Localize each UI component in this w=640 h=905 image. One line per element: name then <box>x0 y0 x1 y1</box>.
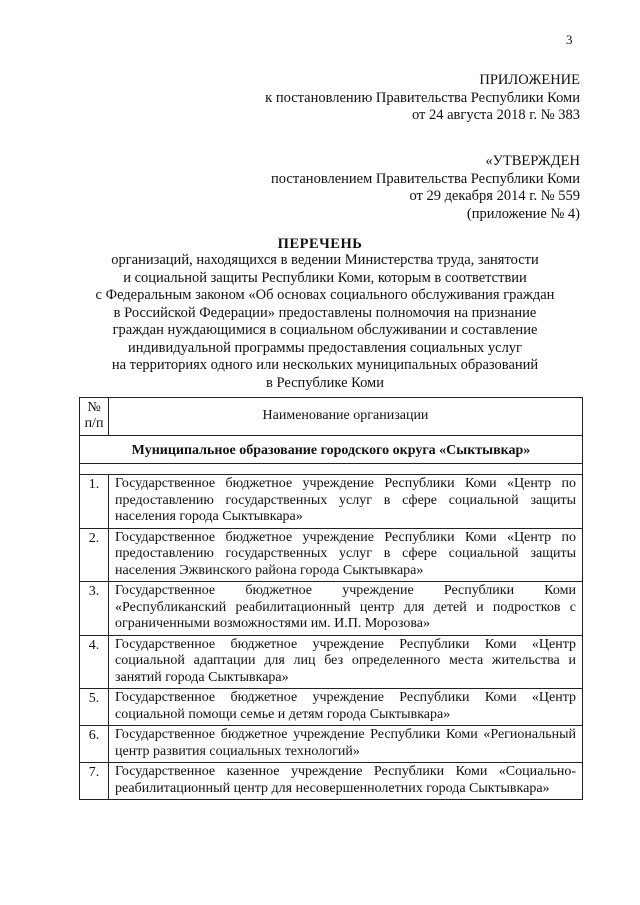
row-number: 3. <box>80 582 109 636</box>
page-number: 3 <box>566 32 573 47</box>
table-row <box>80 528 583 582</box>
row-number: 5. <box>80 689 109 726</box>
approved-line-2: от 29 декабря 2014 г. № 559 <box>409 188 580 204</box>
section-row <box>80 435 583 464</box>
table-row <box>80 582 583 636</box>
row-name: Государственное бюджетное учреждение Республики Коми «Центр по предоставлению государственных услуг в сфере социальной защиты населения Эжвинского района города Сыктывкара» <box>109 528 583 582</box>
row-name: Государственное бюджетное учреждение Республики Коми «Центр социальной адаптации для лиц без определенного места жительства и занятий города Сыктывкара» <box>109 635 583 689</box>
table-row <box>80 475 583 529</box>
appendix-line-2: от 24 августа 2018 г. № 383 <box>411 107 580 123</box>
table-row <box>80 726 583 763</box>
subtitle-line: граждан нуждающимися в социальном обслуживании и составление <box>112 322 538 338</box>
subtitle-line: организаций, находящихся в ведении Министерства труда, занятости <box>111 252 539 268</box>
row-name: Государственное бюджетное учреждение Республики Коми «Региональный центр развития социальных технологий» <box>109 726 583 763</box>
row-number: 2. <box>80 528 109 582</box>
row-number: 4. <box>80 635 109 689</box>
organizations-table <box>79 397 583 800</box>
document-subtitle <box>60 252 590 392</box>
section-gap <box>80 464 583 475</box>
subtitle-line: и социальной защиты Республики Коми, которым в соответствии <box>123 269 527 286</box>
appendix-line-1: к постановлению Правительства Республики Коми <box>265 89 580 106</box>
approved-header <box>271 153 580 223</box>
row-number: 7. <box>80 763 109 800</box>
header-number-line-1: № <box>87 400 101 415</box>
subtitle-line: с Федеральным законом «Об основах социального обслуживания граждан <box>95 287 555 303</box>
table-row <box>80 635 583 689</box>
row-name: Государственное бюджетное учреждение Республики Коми «Центр социальной помощи семье и детям города Сыктывкара» <box>109 689 583 726</box>
row-name: Государственное казенное учреждение Республики Коми «Социально-реабилитационный центр для несовершеннолетних города Сыктывкара» <box>109 763 583 800</box>
row-name: Государственное бюджетное учреждение Республики Коми «Республиканский реабилитационный центр для детей и подростков с ограниченными возможностями им. И.П. Морозова» <box>109 582 583 636</box>
approved-line-3: (приложение № 4) <box>466 205 580 222</box>
table-row <box>80 689 583 726</box>
approved-title: «УТВЕРЖДЕН <box>485 153 580 169</box>
document-title: ПЕРЕЧЕНЬ <box>277 236 363 252</box>
row-name: Государственное бюджетное учреждение Республики Коми «Центр по предоставлению государственных услуг в сфере социальной защиты населения города Сыктывкара» <box>109 475 583 529</box>
appendix-header <box>265 72 580 125</box>
section-gap-row <box>80 464 583 475</box>
subtitle-line: в Республике Коми <box>265 374 384 391</box>
table-row <box>80 763 583 800</box>
header-number-line-2: п/п <box>84 416 104 431</box>
subtitle-line: на территориях одного или нескольких муниципальных образований <box>111 357 539 373</box>
table-header-row <box>80 398 583 436</box>
header-name: Наименование организации <box>109 398 583 436</box>
subtitle-line: индивидуальной программы предоставления социальных услуг <box>128 339 522 356</box>
header-number <box>80 398 109 436</box>
subtitle-line: в Российской Федерации» предоставлены полномочия на признание <box>113 304 537 321</box>
approved-line-1: постановлением Правительства Республики Коми <box>271 170 580 187</box>
appendix-title: ПРИЛОЖЕНИЕ <box>479 72 580 88</box>
section-title: Муниципальное образование городского округа «Сыктывкар» <box>80 435 583 464</box>
row-number: 6. <box>80 726 109 763</box>
row-number: 1. <box>80 475 109 529</box>
